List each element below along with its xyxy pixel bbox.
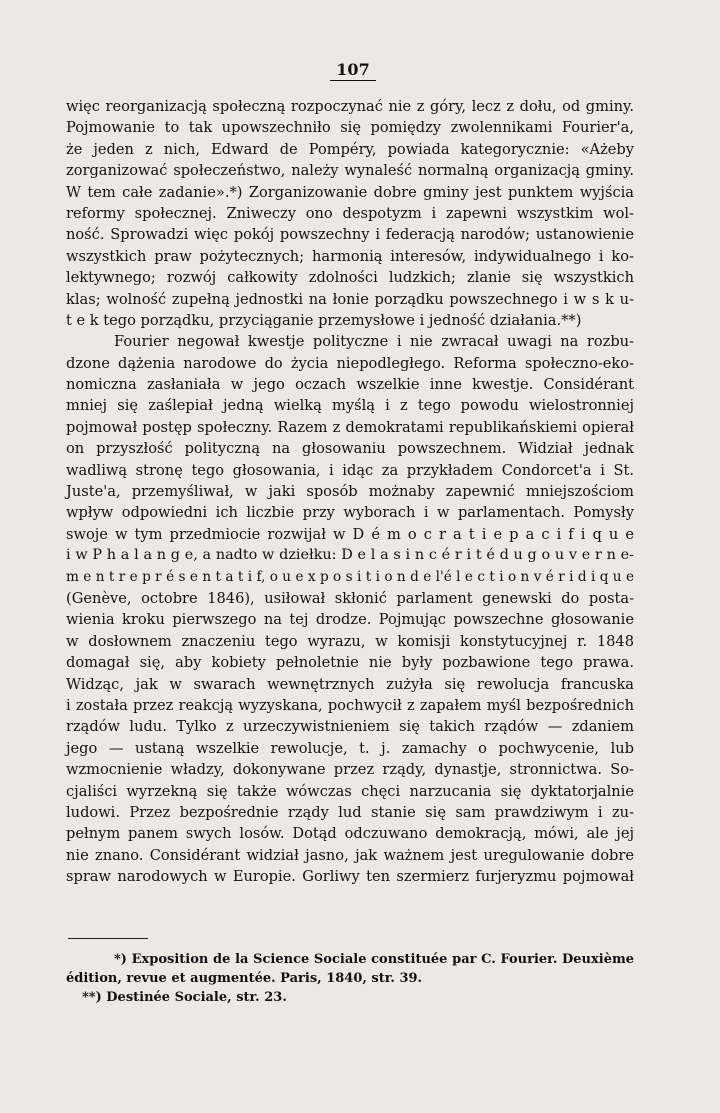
text-line: nie znano. Considérant widział jasno, jak ważnem jest uregulowanie dobre — [66, 846, 634, 864]
text-line: jego — ustaną wszelkie rewolucje, t. j. zamachy o pochwycenie, lub — [66, 739, 634, 757]
text-line: wienia kroku pierwszego na tej drodze. Pojmując powszechne głosowanie — [66, 611, 634, 629]
text-line: reformy społecznej. Zniweczy ono despotyzm i zapewni wszystkim wol- — [66, 204, 634, 222]
text-line: (Genève, octobre 1846), usiłował skłonić parlament genewski do posta- — [66, 589, 634, 607]
body-text — [66, 96, 634, 887]
text-line: nomiczna zasłaniała w jego oczach wszelkie inne kwestje. Considérant — [66, 376, 634, 394]
text-line: t e k tego porządku, przyciąganie przemysłowe i jedność działania.**) — [66, 311, 582, 329]
text-line: Juste'a, przemyśliwał, w jaki sposób możnaby zapewnić mniejszościom — [66, 483, 634, 501]
text-line: więc reorganizacją społeczną rozpoczynać nie z góry, lecz z dołu, od gminy. — [66, 98, 634, 115]
text-line: Fourier negował kwestje polityczne i nie zwracał uwagi na rozbu- — [114, 333, 634, 351]
text-line: cjaliści wyrzekną się także wówczas chęci narzucania się dyktatorjalnie — [66, 782, 634, 800]
text-line: że jeden z nich, Edward de Pompéry, powiada kategorycznie: «Ażeby — [66, 140, 634, 158]
footnotes — [66, 950, 634, 1007]
text-line: m e n t r e p r é s e n t a t i f, o u e x p o s i t i o n d e l'é l e c t i o n v é r i d i q u e — [66, 568, 634, 585]
text-line: Widząc, jak w swarach wewnętrznych zużyła się rewolucja francuska — [66, 675, 634, 693]
text-line: wpływ odpowiedni ich liczbie przy wyborach i w parlamentach. Pomysły — [66, 504, 634, 522]
text-line: pojmował postęp społeczny. Razem z demokratami republikańskiemi opierał — [66, 418, 634, 436]
text-line: i została przez reakcją wyzyskana, pochwycił z zapałem myśl bezpośrednich — [66, 696, 634, 714]
text-line: pełnym panem swych losów. Dotąd odczuwano demokracją, mówi, ale jej — [66, 825, 634, 843]
text-line: swoje w tym przedmiocie rozwijał w D é m o c r a t i e p a c i f i q u e — [66, 525, 634, 543]
text-line: zorganizować społeczeństwo, należy wynaleść normalną organizacją gminy. — [66, 162, 634, 180]
text-line: klas; wolność zupełną jednostki na łonie porządku powszechnego i w s k u- — [66, 290, 634, 308]
text-line: spraw narodowych w Europie. Gorliwy ten szermierz furjeryzmu pojmował — [66, 868, 634, 886]
footnote-line: **) Destinée Sociale, str. 23. — [82, 990, 287, 1005]
text-line: W tem całe zadanie».*) Zorganizowanie dobre gminy jest punktem wyjścia — [66, 183, 634, 201]
text-line: wzmocnienie władzy, dokonywane przez rządy, dynastje, stronnictwa. So- — [66, 761, 634, 779]
text-line: domagał się, aby kobiety pełnoletnie nie były pozbawione tego prawa. — [66, 654, 634, 672]
text-line: lektywnego; rozwój całkowity zdolności ludzkich; zlanie się wszystkich — [66, 269, 634, 287]
page-number: 107 — [330, 60, 376, 81]
text-line: w dosłownem znaczeniu tego wyrazu, w komisji konstytucyjnej r. 1848 — [66, 632, 634, 650]
text-line: dzone dążenia narodowe do życia niepodległego. Reforma społeczno-eko- — [66, 354, 634, 372]
text-line: ność. Sprowadzi więc pokój powszechny i federacją narodów; ustanowienie — [66, 226, 634, 244]
text-line: Pojmowanie to tak upowszechniło się pomiędzy zwolennikami Fourier'a, — [66, 119, 634, 137]
text-line: mniej się zaślepiał jedną wielką myślą i z tego powodu wielostronniej — [66, 397, 634, 415]
text-line: on przyszłość polityczną na głosowaniu powszechnem. Widział jednak — [66, 440, 634, 458]
text-line: wadliwą stronę tego głosowania, i idąc za przykładem Condorcet'a i St. — [66, 461, 634, 479]
footnote-line: édition, revue et augmentée. Paris, 1840, str. 39. — [66, 971, 423, 986]
text-line: rządów ludu. Tylko z urzeczywistnieniem się takich rządów — zdaniem — [66, 718, 634, 736]
footnote-divider — [68, 938, 148, 939]
text-line: ludowi. Przez bezpośrednie rządy lud stanie się sam prawdziwym i zu- — [66, 803, 634, 821]
footnote-line: *) Exposition de la Science Sociale constituée par C. Fourier. Deuxième — [114, 952, 634, 967]
text-line: wszystkich praw pożytecznych; harmonią interesów, indywidualnego i ko- — [66, 247, 634, 265]
text-line: i w P h a l a n g e, a nadto w dziełku: D e l a s i n c é r i t é d u g o u v e r n e- — [66, 547, 634, 564]
